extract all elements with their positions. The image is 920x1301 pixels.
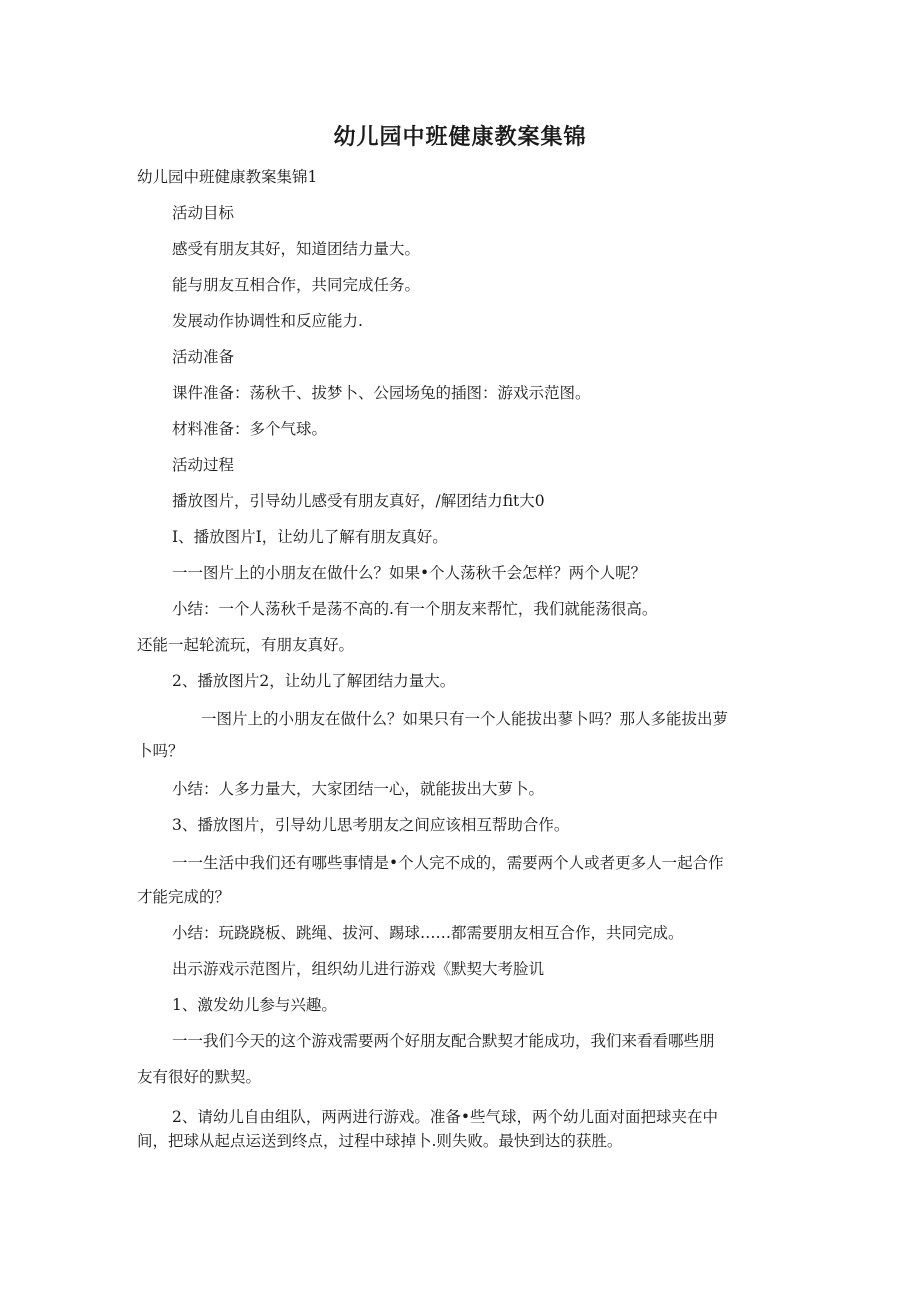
paragraph-line: 感受有朋友其好，知道团结力量大。 — [172, 240, 421, 258]
paragraph-line: 小结：一个人荡秋千是荡不高的.有一个朋友来帮忙，我们就能荡很高。 — [172, 600, 658, 618]
paragraph-line: 小结：玩跷跷板、跳绳、拔河、踢球……都需要朋友相互合作，共同完成。 — [172, 924, 684, 942]
paragraph-line: 活动过程 — [172, 456, 235, 474]
paragraph-line: 小结：人多力量大，大家团结一心，就能拔出大萝卜。 — [172, 780, 545, 798]
paragraph-line: 友有很好的默契。 — [137, 1068, 262, 1086]
section-heading: 幼儿园中班健康教案集锦1 — [137, 168, 318, 186]
paragraph-line: I、播放图片I，让幼儿了解有朋友真好。 — [172, 528, 448, 546]
paragraph-line: 一一我们今天的这个游戏需要两个好朋友配合默契才能成功，我们来看看哪些朋 — [172, 1032, 715, 1050]
paragraph-line: 2、播放图片2，让幼儿了解团结力量大。 — [172, 672, 456, 690]
paragraph-line: 一一图片上的小朋友在做什么？如果•个人荡秋千会怎样？两个人呢？ — [172, 564, 647, 582]
paragraph-line: 才能完成的？ — [137, 888, 231, 906]
paragraph-line: 发展动作协调性和反应能力. — [172, 312, 363, 330]
paragraph-line: 材料准备：多个气球。 — [172, 420, 328, 438]
paragraph-line: 3、播放图片，引导幼儿思考朋友之间应该相互帮助合作。 — [172, 816, 570, 834]
document-title: 幼儿园中班健康教案集锦 — [333, 125, 587, 150]
paragraph-line: 1、激发幼儿参与兴趣。 — [172, 996, 337, 1014]
paragraph-line: 播放图片，引导幼儿感受有朋友真好，/解团结力fit大0 — [172, 492, 545, 510]
paragraph-line: 一一生活中我们还有哪些事情是•个人完不成的，需要两个人或者更多人一起合作 — [172, 854, 724, 872]
paragraph-line: 出示游戏示范图片，组织幼儿进行游戏《默契大考脸讥 — [172, 960, 545, 978]
paragraph-line: 卜吗？ — [137, 742, 184, 760]
paragraph-line: 课件准备：荡秋千、拔梦卜、公园场兔的插图：游戏示范图。 — [172, 384, 591, 402]
paragraph-line: 间，把球从起点运送到终点，过程中球掉卜.则失败。最快到达的获胜。 — [137, 1132, 623, 1150]
paragraph-line: 活动准备 — [172, 348, 235, 366]
paragraph-line: 能与朋友互相合作，共同完成任务。 — [172, 276, 421, 294]
paragraph-line: 还能一起轮流玩，有朋友真好。 — [137, 636, 355, 654]
paragraph-line: 2、请幼儿自由组队，两两进行游戏。准备•些气球，两个幼儿面对面把球夹在中 — [172, 1108, 719, 1126]
paragraph-line: 活动目标 — [172, 204, 235, 222]
paragraph-line: 一图片上的小朋友在做什么？如果只有一个人能拔出蓼卜吗？那人多能拔出萝 — [201, 710, 729, 728]
